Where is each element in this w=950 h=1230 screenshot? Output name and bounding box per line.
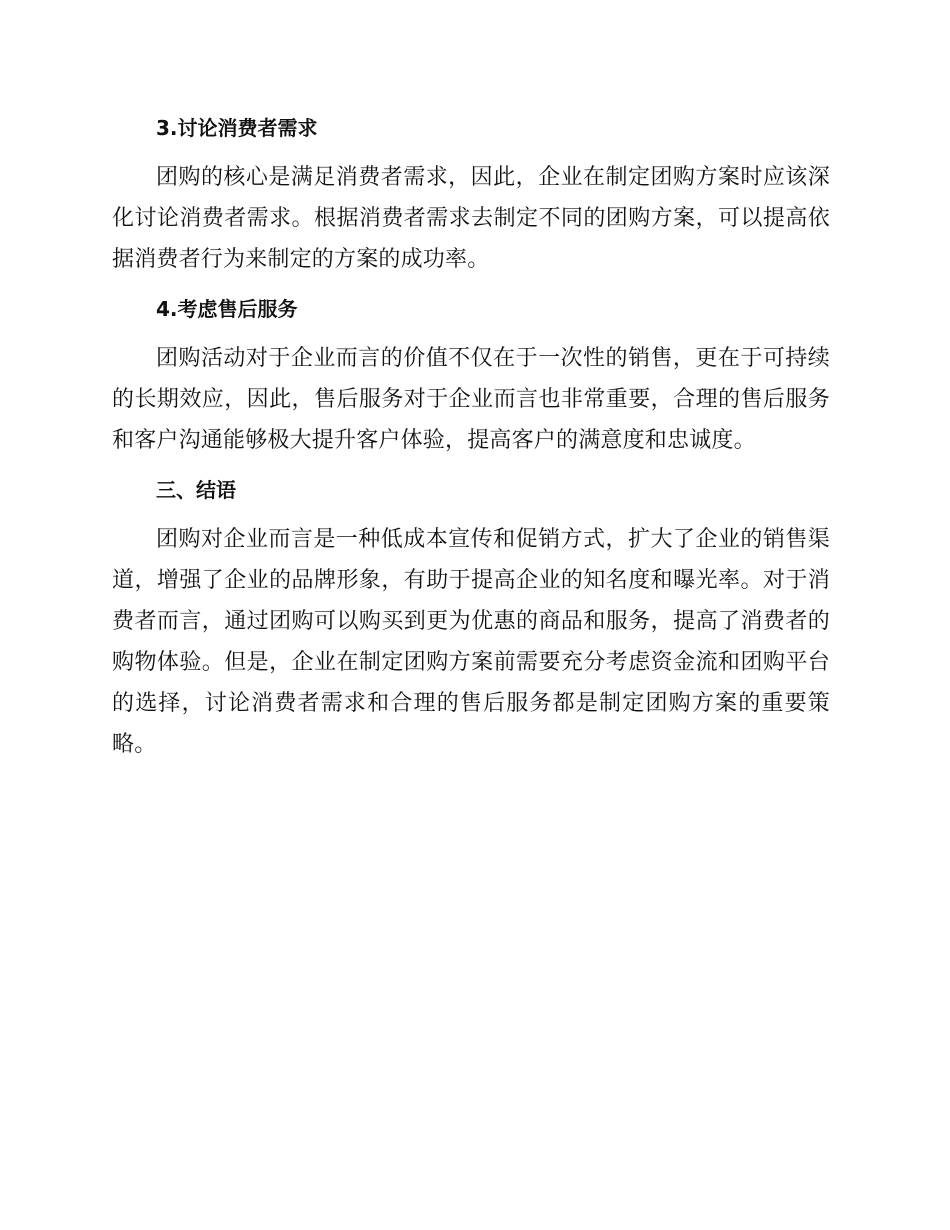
section-paragraph-after-sales-service: 团购活动对于企业而言的价值不仅在于一次性的销售，更在于可持续的长期效应，因此，售后服务对于企业而言也非常重要，合理的售后服务和客户沟通能够极大提升客户体验，提高客户的满意度和忠诚度。 — [112, 346, 830, 453]
section-paragraph-discuss-consumer-needs: 团购的核心是满足消费者需求，因此，企业在制定团购方案时应该深化讨论消费者需求。根据消费者需求去制定不同的团购方案，可以提高依据消费者行为来制定的方案的成功率。 — [112, 165, 830, 272]
document-page — [112, 112, 830, 765]
section-heading-after-sales-service: 4.考虑售后服务 — [156, 297, 298, 321]
section-heading-discuss-consumer-needs: 3.讨论消费者需求 — [156, 116, 318, 140]
section-heading-conclusion: 三、结语 — [156, 478, 236, 502]
section-paragraph-conclusion: 团购对企业而言是一种低成本宣传和促销方式，扩大了企业的销售渠道，增强了企业的品牌形象，有助于提高企业的知名度和曝光率。对于消费者而言，通过团购可以购买到更为优惠的商品和服务，提高了消费者的购物体验。但是，企业在制定团购方案前需要充分考虑资金流和团购平台的选择，讨论消费者需求和合理的售后服务都是制定团购方案的重要策略。 — [112, 527, 830, 757]
